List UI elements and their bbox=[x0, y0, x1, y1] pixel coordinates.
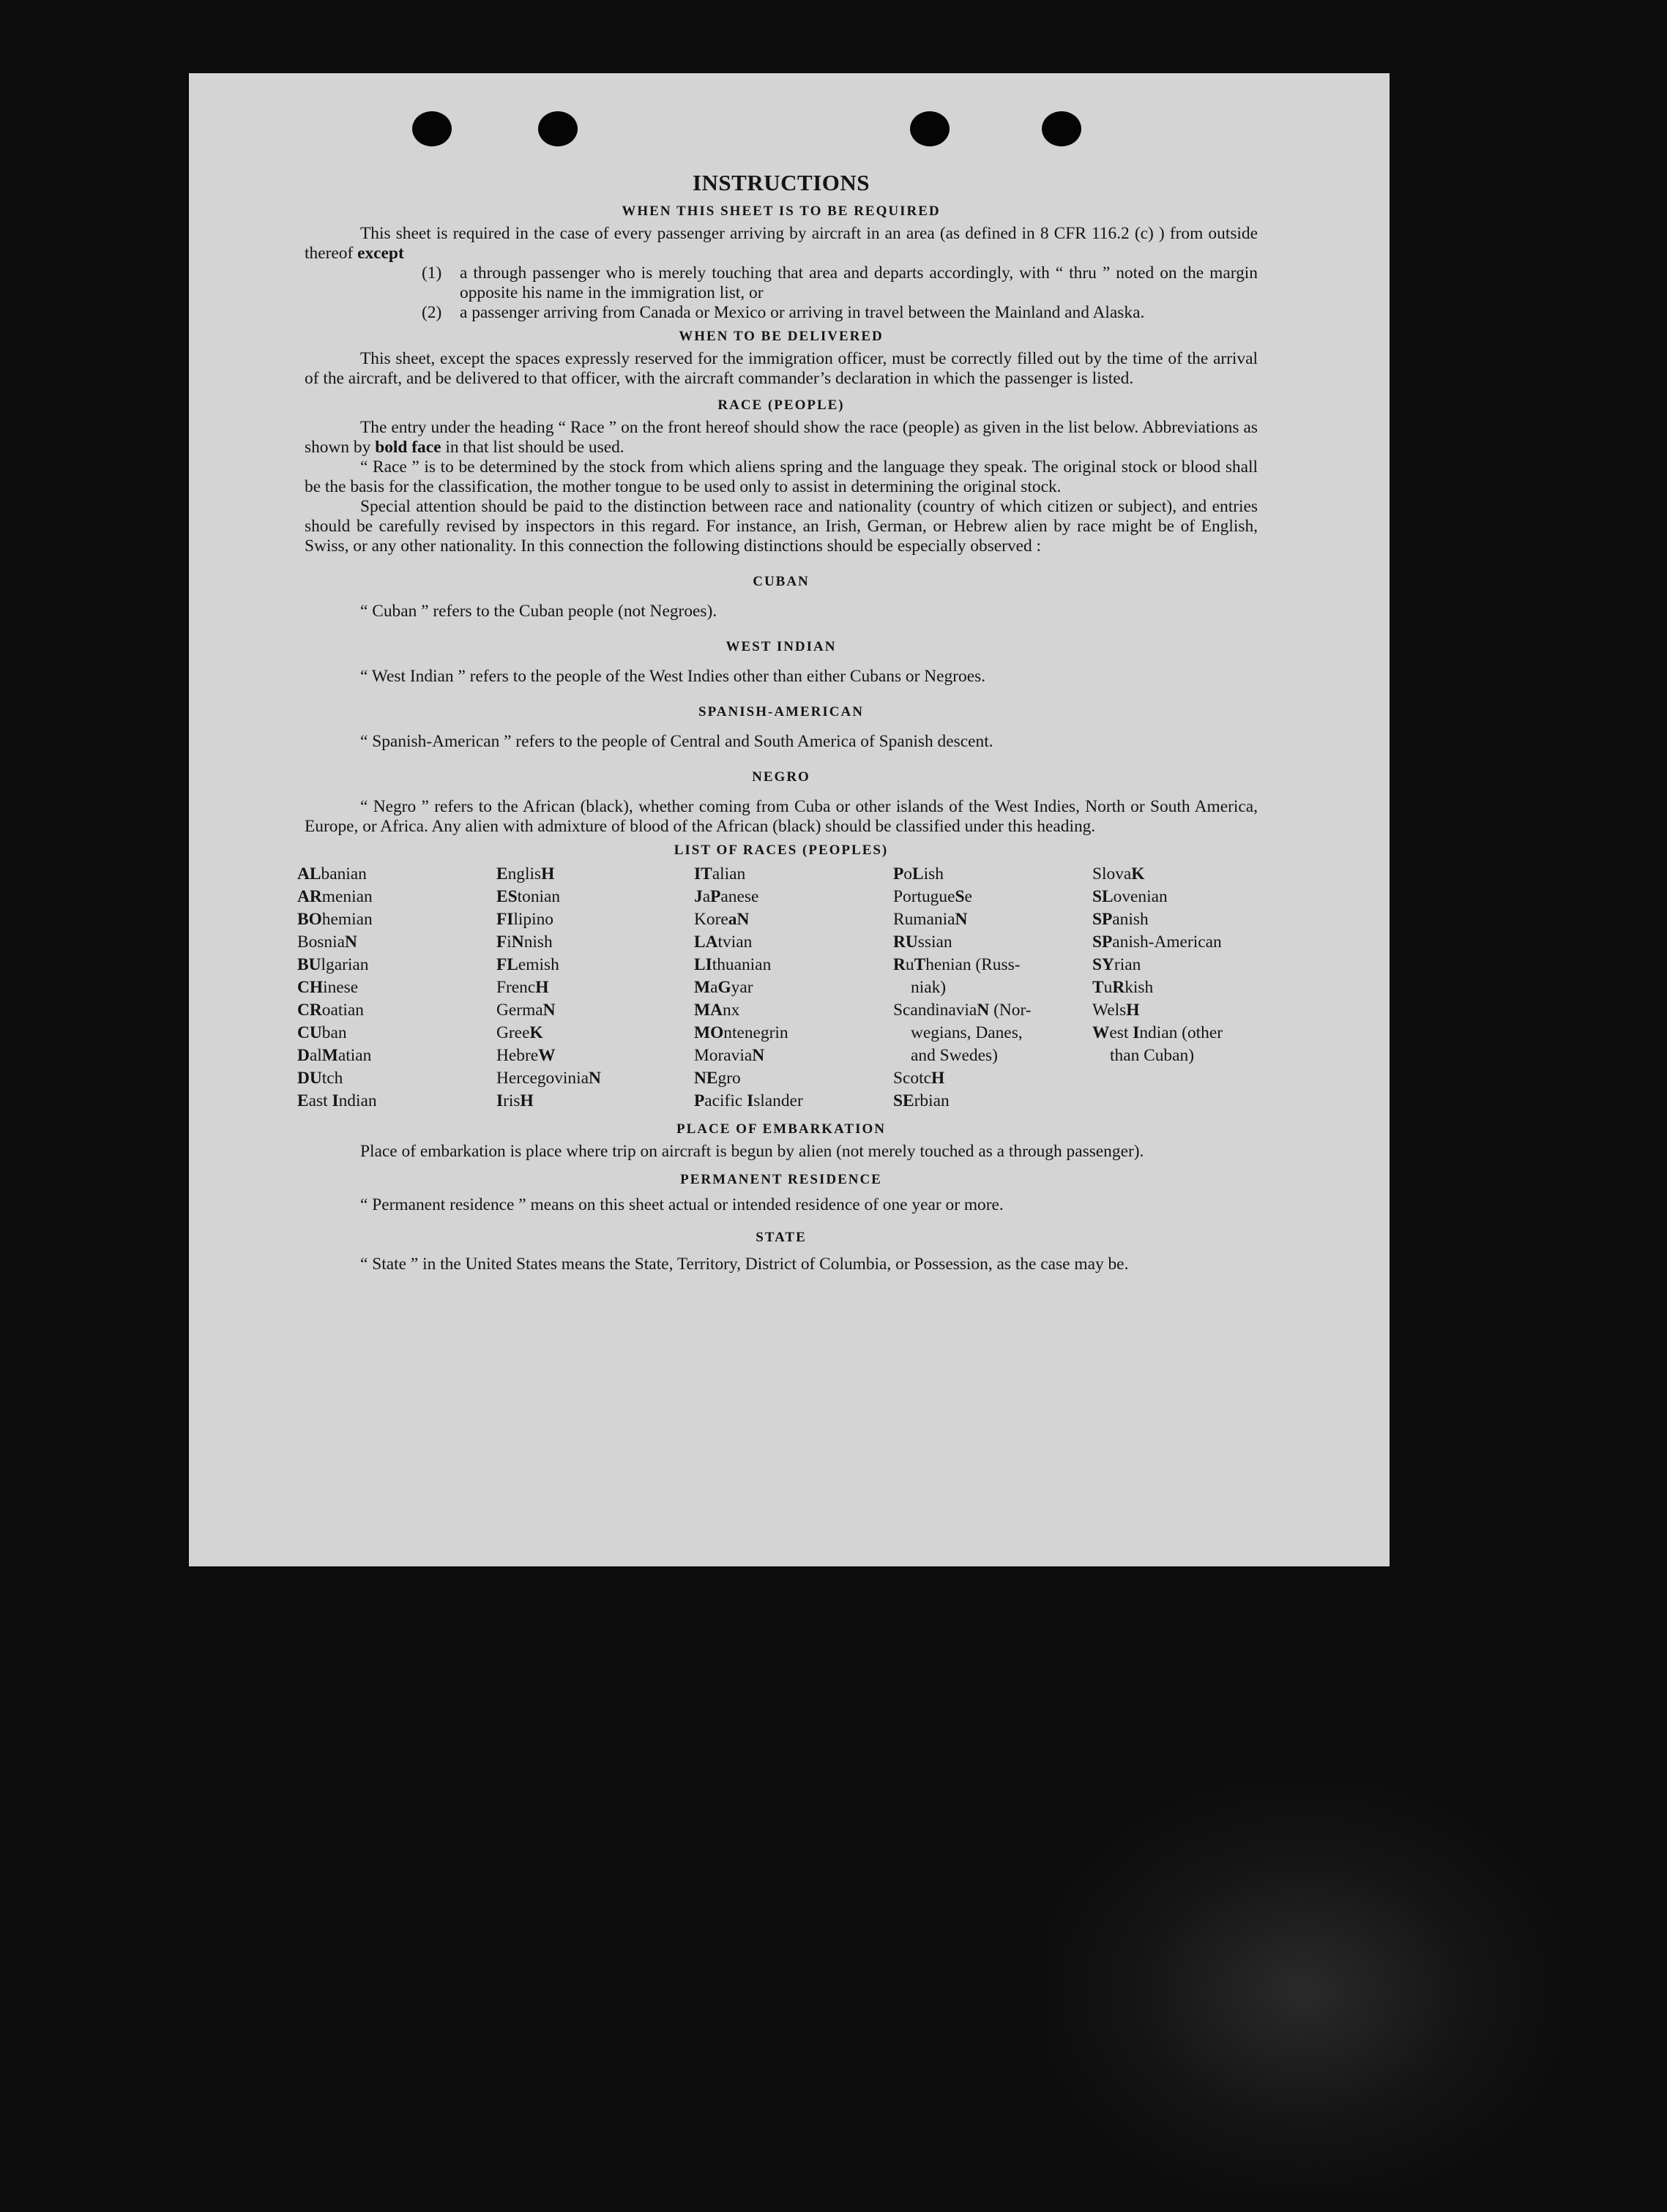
races-column bbox=[297, 863, 496, 1113]
document-sheet bbox=[189, 73, 1390, 1566]
race-entry: SlovaK bbox=[1092, 864, 1145, 883]
punch-hole bbox=[910, 111, 950, 146]
race-entry: FIlipino bbox=[496, 910, 553, 929]
paragraph: “ State ” in the United States means the State, Territory, District of Columbia, or Possession, as the case may be. bbox=[360, 1255, 1129, 1274]
paragraph: “ Permanent residence ” means on this sheet actual or intended residence of one year or more. bbox=[360, 1195, 1004, 1214]
paragraph: Special attention should be paid to the distinction between race and nationality (country of which citizen or subject), and entries should be carefully revised by inspectors in this regard. For instance, an Irish, German, or Hebrew alien by race might be of English, Swiss, or any other nationality. In this connection the following distinctions should be especially observed : bbox=[305, 497, 1258, 556]
race-entry: wegians, Danes, bbox=[911, 1023, 1023, 1042]
race-entry: Pacific Islander bbox=[694, 1091, 803, 1110]
race-entry: MaGyar bbox=[694, 978, 753, 997]
race-entry: MAnx bbox=[694, 1001, 740, 1020]
paragraph bbox=[305, 418, 1258, 457]
race-entry: RumaniaN bbox=[893, 910, 968, 929]
race-entry: BOhemian bbox=[297, 910, 373, 929]
section-heading: CUBAN bbox=[753, 574, 810, 589]
race-entry: JaPanese bbox=[694, 887, 759, 906]
race-entry: ARmenian bbox=[297, 887, 373, 906]
races-column bbox=[694, 863, 893, 1113]
paragraph: “ West Indian ” refers to the people of the West Indies other than either Cubans or Negroes. bbox=[360, 667, 986, 686]
race-entry: FLemish bbox=[496, 955, 559, 974]
race-entry: RuThenian (Russ- bbox=[893, 955, 1021, 974]
race-entry: CRoatian bbox=[297, 1001, 364, 1020]
race-entry: LIthuanian bbox=[694, 955, 772, 974]
section-heading: NEGRO bbox=[752, 769, 810, 785]
punch-hole bbox=[538, 111, 578, 146]
race-entry: KoreaN bbox=[694, 910, 750, 929]
race-entry: GermaN bbox=[496, 1001, 556, 1020]
race-entry: IrisH bbox=[496, 1091, 534, 1110]
race-entry: West Indian (other bbox=[1092, 1023, 1223, 1042]
race-entry: DalMatian bbox=[297, 1046, 372, 1065]
race-entry: PortugueSe bbox=[893, 887, 972, 906]
section-heading: PLACE OF EMBARKATION bbox=[676, 1121, 886, 1137]
races-column bbox=[496, 863, 694, 1113]
document-content bbox=[297, 168, 1258, 1274]
background-shadow bbox=[1047, 1786, 1559, 2196]
emphasis-text: except bbox=[357, 244, 404, 263]
race-entry: CUban bbox=[297, 1023, 347, 1042]
section-heading: PERMANENT RESIDENCE bbox=[680, 1172, 882, 1187]
race-entry: BUlgarian bbox=[297, 955, 369, 974]
item-number: (2) bbox=[422, 303, 442, 322]
race-entry: and Swedes) bbox=[911, 1046, 998, 1065]
race-entry: BosniaN bbox=[297, 933, 357, 952]
races-list bbox=[297, 863, 1258, 1113]
race-entry: HebreW bbox=[496, 1046, 556, 1065]
paragraph: “ Spanish-American ” refers to the people of Central and South America of Spanish descent. bbox=[360, 732, 993, 751]
race-entry: LAtvian bbox=[694, 933, 753, 952]
section-heading: SPANISH-AMERICAN bbox=[698, 704, 864, 720]
race-entry: ITalian bbox=[694, 864, 746, 883]
race-entry: RUssian bbox=[893, 933, 952, 952]
race-entry: SPanish-American bbox=[1092, 933, 1222, 952]
item-text: a passenger arriving from Canada or Mexico or arriving in travel between the Mainland and Alaska. bbox=[460, 303, 1145, 322]
paragraph: This sheet, except the spaces expressly reserved for the immigration officer, must be correctly filled out by the time of the arrival of the aircraft, and be delivered to that officer, with the aircraft commander’s declaration in which the passenger is listed. bbox=[305, 349, 1258, 388]
item-text: a through passenger who is merely touching that area and departs accordingly, with “ thru ” noted on the margin opposite his name in the immigration list, or bbox=[460, 264, 1258, 302]
paragraph: “ Race ” is to be determined by the stock from which aliens spring and the language they speak. The original stock or blood shall be the basis for the classification, the mother tongue to be used only to assist in determining the original stock. bbox=[305, 457, 1258, 496]
race-entry: SErbian bbox=[893, 1091, 950, 1110]
section-heading: STATE bbox=[756, 1230, 807, 1245]
race-entry: SLovenian bbox=[1092, 887, 1168, 906]
race-entry: SPanish bbox=[1092, 910, 1149, 929]
race-entry: ScotcH bbox=[893, 1069, 945, 1088]
race-entry: GreeK bbox=[496, 1023, 543, 1042]
paragraph-text: This sheet is required in the case of every passenger arriving by aircraft in an area (as defined in 8 CFR 116.2 (c) ) from outside thereof bbox=[305, 224, 1258, 263]
paragraph: Place of embarkation is place where trip on aircraft is begun by alien (not merely touched as a through passenger). bbox=[360, 1142, 1144, 1161]
race-entry: EnglisH bbox=[496, 864, 555, 883]
race-entry: niak) bbox=[911, 978, 947, 997]
race-entry: TuRkish bbox=[1092, 978, 1154, 997]
race-entry: SYrian bbox=[1092, 955, 1141, 974]
punch-hole bbox=[412, 111, 452, 146]
punch-hole bbox=[1042, 111, 1081, 146]
section-heading: RACE (PEOPLE) bbox=[717, 397, 845, 413]
list-item bbox=[305, 264, 1258, 303]
race-entry: NEgro bbox=[694, 1069, 741, 1088]
race-entry: MOntenegrin bbox=[694, 1023, 788, 1042]
races-column bbox=[1092, 863, 1258, 1113]
section-heading: LIST OF RACES (PEOPLES) bbox=[674, 842, 889, 858]
race-entry: HercegoviniaN bbox=[496, 1069, 601, 1088]
race-entry: MoraviaN bbox=[694, 1046, 765, 1065]
paragraph bbox=[305, 224, 1258, 264]
race-entry: FiNnish bbox=[496, 933, 553, 952]
race-entry: EStonian bbox=[496, 887, 561, 906]
race-entry: FrencH bbox=[496, 978, 549, 997]
paragraph-text: The entry under the heading “ Race ” on the front hereof should show the race (people) as given in the list below. Abbreviations as shown by bbox=[305, 418, 1258, 457]
race-entry: PoLish bbox=[893, 864, 944, 883]
page-title: INSTRUCTIONS bbox=[692, 170, 870, 195]
emphasis-text: bold face bbox=[375, 438, 441, 457]
race-entry: ScandinaviaN (Nor- bbox=[893, 1001, 1032, 1020]
race-entry: CHinese bbox=[297, 978, 359, 997]
race-entry: East Indian bbox=[297, 1091, 377, 1110]
section-heading: WHEN TO BE DELIVERED bbox=[679, 329, 884, 344]
race-entry: WelsH bbox=[1092, 1001, 1140, 1020]
race-entry: than Cuban) bbox=[1110, 1046, 1194, 1065]
paragraph-text: in that list should be used. bbox=[445, 438, 624, 457]
section-heading: WHEN THIS SHEET IS TO BE REQUIRED bbox=[622, 203, 941, 219]
race-entry: DUtch bbox=[297, 1069, 343, 1088]
race-entry: ALbanian bbox=[297, 864, 367, 883]
races-column bbox=[893, 863, 1092, 1113]
paragraph: “ Cuban ” refers to the Cuban people (not Negroes). bbox=[360, 602, 717, 621]
item-number: (1) bbox=[422, 264, 442, 283]
section-heading: WEST INDIAN bbox=[726, 639, 837, 654]
paragraph: “ Negro ” refers to the African (black), whether coming from Cuba or other islands of the West Indies, North or South America, Europe, or Africa. Any alien with admixture of blood of the African (black) should be classified under this heading. bbox=[305, 797, 1258, 836]
list-item bbox=[305, 303, 1258, 323]
